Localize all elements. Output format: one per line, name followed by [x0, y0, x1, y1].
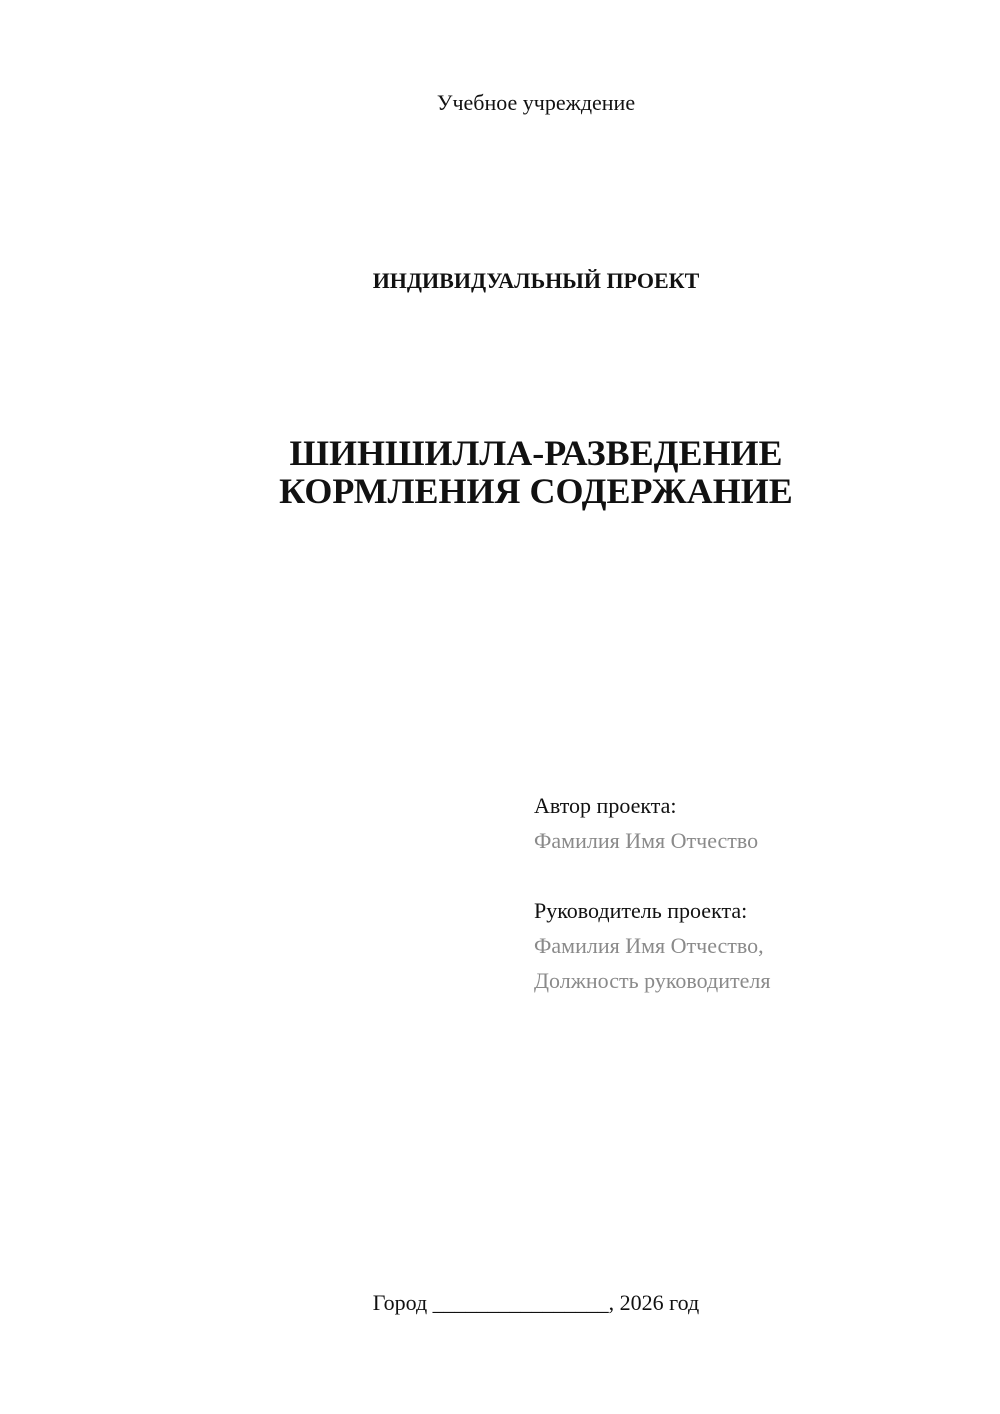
project-info-block — [534, 788, 974, 998]
project-title-line-1: ШИНШИЛЛА-РАЗВЕДЕНИЕ — [289, 433, 783, 473]
supervisor-label: Руководитель проекта: — [534, 898, 748, 923]
project-title-line-2: КОРМЛЕНИЯ СОДЕРЖАНИЕ — [279, 471, 793, 511]
author-label: Автор проекта: — [534, 793, 677, 818]
project-type-heading: ИНДИВИДУАЛЬНЫЙ ПРОЕКТ — [372, 268, 700, 293]
city-year-footer: Город ________________, 2026 год — [372, 1290, 700, 1315]
supervisor-name: Фамилия Имя Отчество, — [534, 933, 764, 958]
info-spacer — [534, 858, 974, 893]
supervisor-position: Должность руководителя — [534, 968, 771, 993]
institution-name: Учебное учреждение — [436, 90, 636, 115]
author-name: Фамилия Имя Отчество — [534, 828, 759, 853]
project-title — [0, 434, 1000, 510]
